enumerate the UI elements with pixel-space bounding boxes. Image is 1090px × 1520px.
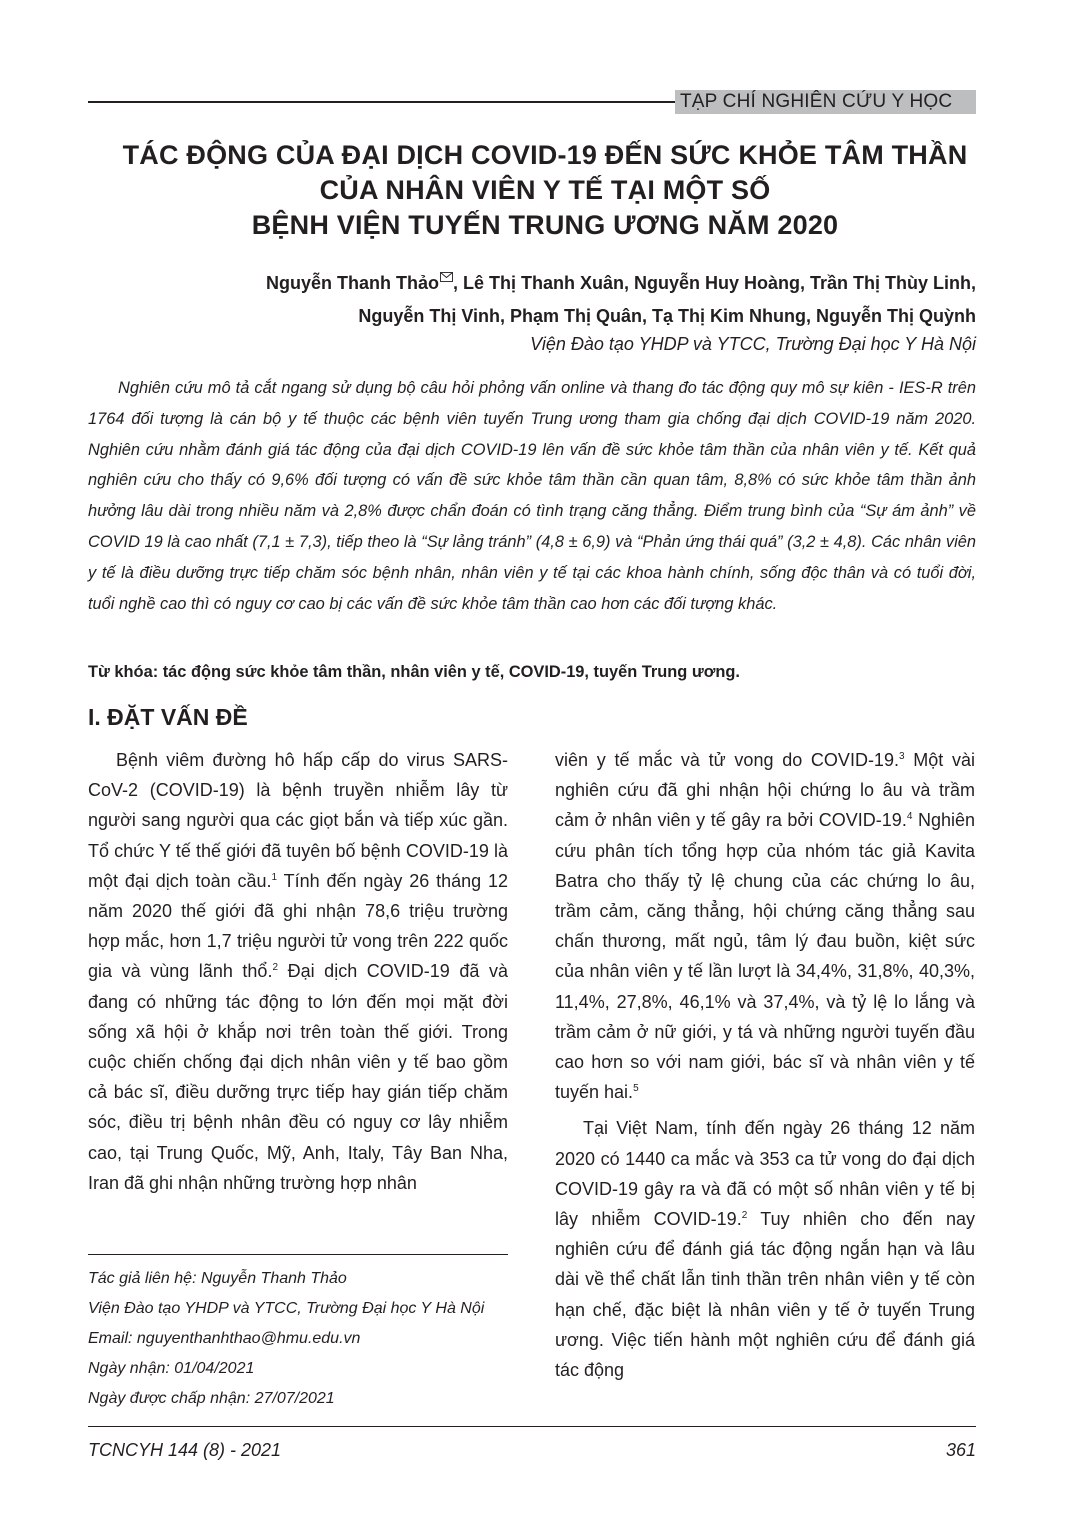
- section-heading: I. ĐẶT VẤN ĐỀ: [88, 704, 248, 730]
- body-column-left: [88, 745, 508, 1198]
- affiliation: Viện Đào tạo YHDP và YTCC, Trường Đại học Y Hà Nội: [530, 334, 976, 354]
- journal-header: TẠP CHÍ NGHIÊN CỨU Y HỌC: [675, 90, 976, 114]
- author-line-1: [266, 260, 976, 300]
- correspondence-footnote: [88, 1264, 484, 1414]
- title-line-3: BỆNH VIỆN TUYẾN TRUNG ƯƠNG NĂM 2020: [251, 210, 839, 240]
- header-rule: [88, 101, 678, 103]
- co-authors-line-1: , Lê Thị Thanh Xuân, Nguyễn Huy Hoàng, Trần Thị Thùy Linh,: [452, 273, 976, 293]
- reference-marker: 1: [271, 871, 278, 883]
- accepted-date: Ngày được chấp nhận: 27/07/2021: [88, 1390, 335, 1407]
- title-line-1: TÁC ĐỘNG CỦA ĐẠI DỊCH COVID-19 ĐẾN SỨC KHỎE TÂM THẦN: [122, 140, 968, 170]
- abstract: Nghiên cứu mô tả cắt ngang sử dụng bộ câu hỏi phỏng vấn online và thang đo tác động quy mô sự kiên - IES-R trên 1764 đối tượng là cán bộ y tế thuộc các bệnh viên tuyến Trung ương tham gia chống đại dịch COVID-19 năm 2020. Nghiên cứu nhằm đánh giá tác động của đại dịch COVID-19 lên vấn đề sức khỏe tâm thần của nhân viên y tế. Kết quả nghiên cứu cho thấy có 9,6% đối tượng có vấn đề sức khỏe tâm thần cần quan tâm, 8,8% có sức khỏe tâm thần ảnh hưởng lâu dài trong nhiều năm và 2,8% được chẩn đoán có tình trạng căng thẳng. Điểm trung bình của “Sự ám ảnh” về COVID 19 là cao nhất (7,1 ± 7,3), tiếp theo là “Sự lảng tránh” (4,8 ± 6,9) và “Phản ứng thái quá” (3,2 ± 4,8). Các nhân viên y tế là điều dưỡng trực tiếp chăm sóc bệnh nhân, nhân viên y tế tại các khoa hành chính, sống độc thân và có tuổi đời, tuổi nghề cao thì có nguy cơ cao bị các vấn đề sức khỏe tâm thần cao hơn các đối tượng khác.: [88, 379, 976, 613]
- reference-marker: 2: [272, 962, 279, 974]
- author-list: [266, 260, 976, 333]
- contact-institution: Viện Đào tạo YHDP và YTCC, Trường Đại học Y Hà Nội: [88, 1300, 485, 1317]
- footnote-rule: [88, 1254, 508, 1255]
- paragraph: Bệnh viêm đường hô hấp cấp do virus SARS-CoV-2 (COVID-19) là bệnh truyền nhiễm lây từ người sang người qua các giọt bắn và tiếp xúc gần. Tổ chức Y tế thế giới đã tuyên bố bệnh COVID-19 là một đại dịch toàn cầu.$^1$ Tính đến ngày 26 tháng 12 năm 2020 thế giới đã ghi nhận 78,6 triệu trường hợp mắc, hơn 1,7 triệu người tử vong trên 222 quốc gia và vùng lãnh thổ.$^2$ Đại dịch COVID-19 đã và đang có những tác động to lớn đến mọi mặt đời sống xã hội ở khắp nơi trên toàn thế giới. Trong cuộc chiến chống đại dịch nhân viên y tế bao gồm cả bác sĩ, điều dưỡng trực tiếp hay gián tiếp chăm sóc, điều trị bệnh nhân đều có nguy cơ lây nhiễm cao, tại Trung Quốc, Mỹ, Anh, Italy, Tây Ban Nha, Iran đã ghi nhận những trường hợp nhân: [88, 750, 509, 1193]
- author-line-2: Nguyễn Thị Vinh, Phạm Thị Quân, Tạ Thị Kim Nhung, Nguyễn Thị Quỳnh: [358, 306, 976, 326]
- received-date: Ngày nhận: 01/04/2021: [88, 1360, 255, 1377]
- paragraph: viên y tế mắc và tử vong do COVID-19.$^3$ Một vài nghiên cứu đã ghi nhận hội chứng lo âu và trầm cảm ở nhân viên y tế gây ra bởi COVID-19.$^4$ Nghiên cứu phân tích tổng hợp của nhóm tác giả Kavita Batra cho thấy tỷ lệ chung của các chứng lo âu, trầm cảm, căng thẳng, hội chứng căng thẳng sau chấn thương, mất ngủ, tâm lý đau buồn, kiệt sức của nhân viên y tế lần lượt là 34,4%, 31,8%, 40,3%, 11,4%, 27,8%, 46,1% và 37,4%, và tỷ lệ lo lắng và trầm cảm ở nữ giới, y tá và những người tuyến đầu cao hơn so với nam giới, bác sĩ và nhân viên y tế tuyến hai.$^5$: [555, 750, 975, 1103]
- keywords: Từ khóa: tác động sức khỏe tâm thần, nhân viên y tế, COVID-19, tuyến Trung ương.: [88, 663, 740, 681]
- page-number: 361: [945, 1440, 976, 1460]
- corresponding-author: Nguyễn Thanh Thảo: [265, 273, 439, 293]
- reference-marker: 3: [898, 751, 905, 762]
- reference-marker: 2: [741, 1210, 748, 1222]
- article-title: [60, 138, 1030, 243]
- title-line-2: CỦA NHÂN VIÊN Y TẾ TẠI MỘT SỐ: [319, 175, 771, 205]
- envelope-icon: [440, 260, 453, 293]
- body-column-right: [555, 745, 975, 1385]
- footer-rule: [88, 1426, 976, 1427]
- journal-citation: TCNCYH 144 (8) - 2021: [88, 1440, 282, 1460]
- contact-email: Email: nguyenthanhthao@hmu.edu.vn: [88, 1330, 361, 1347]
- paragraph: Tại Việt Nam, tính đến ngày 26 tháng 12 năm 2020 có 1440 ca mắc và 353 ca tử vong do đại dịch COVID-19 gây ra và đã có một số nhân viên y tế bị lây nhiễm COVID-19.$^2$ Tuy nhiên cho đến nay nghiên cứu để đánh giá tác động ngắn hạn và lâu dài về thể chất lẫn tinh thần trên nhân viên y tế còn hạn chế, đặc biệt là nhân viên y tế ở tuyến Trung ương. Việc tiến hành một nghiên cứu để đánh giá tác động: [555, 1118, 975, 1381]
- reference-marker: 5: [633, 1083, 639, 1095]
- contact-author: Tác giả liên hệ: Nguyễn Thanh Thảo: [88, 1270, 347, 1287]
- reference-marker: 4: [906, 811, 913, 823]
